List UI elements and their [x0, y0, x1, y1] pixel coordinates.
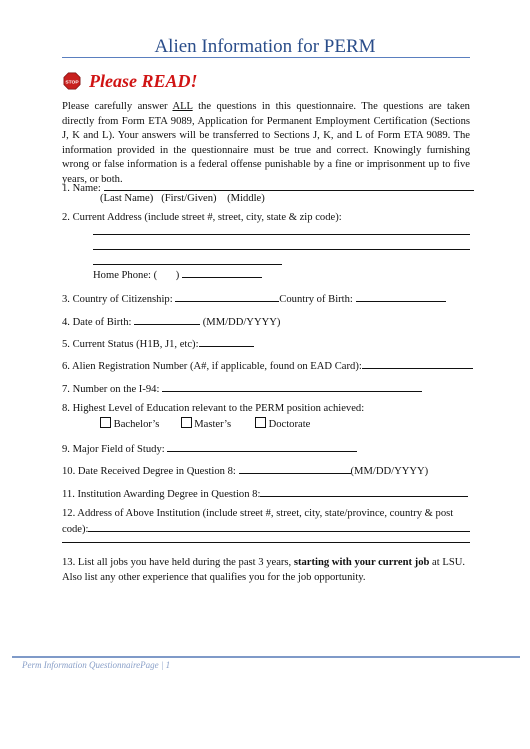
q8-doctorate-label: Doctorate: [268, 419, 311, 430]
q8-masters-checkbox[interactable]: [181, 417, 192, 428]
q6-label: 6. Alien Registration Number (A#, if applicable, found on EAD Card):: [62, 361, 362, 372]
q6-alien-number: [62, 357, 473, 372]
q1-name-field[interactable]: [104, 179, 474, 191]
q7-i94: [62, 380, 422, 395]
q13-text-rest: at LSU. Also list any other experience that qualifies you for the job opportunity.: [62, 557, 466, 583]
q12-address-line-2[interactable]: [62, 542, 470, 543]
q13-text-start: 13. List all jobs you have held during the past 3 years,: [62, 557, 294, 568]
page-footer: Perm Information QuestionnairePage | 1: [22, 660, 171, 670]
intro-emphasis: ALL: [172, 101, 193, 112]
q1-first-name-label: (First/Given): [161, 193, 217, 204]
q10-date-field[interactable]: [239, 462, 351, 474]
q12-label: 12. Address of Above Institution (include street #, street, city, state/province, country & post: [62, 508, 454, 519]
q5-status: [62, 335, 254, 350]
q1-sublabels: [100, 193, 265, 204]
q3-birth-country-field[interactable]: [356, 290, 446, 302]
q4-dob-field[interactable]: [134, 313, 200, 325]
q2-address-line-3[interactable]: [93, 264, 282, 265]
q3-birth-label: Country of Birth:: [279, 294, 353, 305]
q2-phone-field[interactable]: [182, 266, 262, 278]
q10-label: 10. Date Received Degree in Question 8:: [62, 466, 236, 477]
q8-bachelors-checkbox[interactable]: [100, 417, 111, 428]
q5-status-field[interactable]: [199, 335, 254, 347]
q8-doctorate-checkbox[interactable]: [255, 417, 266, 428]
q11-institution-field[interactable]: [260, 485, 468, 497]
page-title: Alien Information for PERM: [154, 36, 376, 57]
q1-middle-name-label: (Middle): [227, 193, 265, 204]
please-read-notice: Please READ!: [89, 71, 198, 91]
q9-label: 9. Major Field of Study:: [62, 444, 165, 455]
svg-text:STOP: STOP: [65, 80, 79, 86]
q12-label-cont: code):: [62, 524, 89, 535]
q2-label: 2. Current Address (include street #, street, city, state & zip code):: [62, 212, 342, 223]
q8-masters-label: Master’s: [194, 419, 232, 430]
q12-address-field-1[interactable]: [88, 520, 470, 532]
q4-dob: [62, 313, 280, 328]
q8-options: [100, 417, 310, 430]
intro-paragraph: [62, 100, 470, 188]
q8-bachelors-label: Bachelor’s: [113, 419, 160, 430]
q1-label: 1. Name:: [62, 183, 101, 194]
q3-citizenship-field[interactable]: [175, 290, 279, 302]
footer-rule: [12, 656, 520, 658]
q4-label: 4. Date of Birth:: [62, 317, 132, 328]
q12-address: [62, 520, 470, 535]
q2-phone-label: Home Phone: (: [93, 270, 158, 281]
title-underline: [62, 57, 470, 58]
q2-phone-paren: ): [175, 270, 180, 281]
q6-alien-number-field[interactable]: [362, 357, 473, 369]
q1-name: [62, 179, 474, 194]
q5-label: 5. Current Status (H1B, J1, etc):: [62, 339, 199, 350]
q11-label: 11. Institution Awarding Degree in Question 8:: [62, 489, 261, 500]
q3-label: 3. Country of Citizenship:: [62, 294, 173, 305]
q7-i94-field[interactable]: [162, 380, 422, 392]
q1-last-name-label: (Last Name): [100, 193, 154, 204]
q7-label: 7. Number on the I-94:: [62, 384, 160, 395]
q3-citizenship: [62, 290, 446, 305]
intro-text-start: Please carefully answer: [62, 101, 173, 112]
q2-address-line-1[interactable]: [93, 234, 470, 235]
q13-bold-text: starting with your current job: [293, 557, 430, 568]
q11-institution: [62, 485, 468, 500]
q13-jobs: [62, 556, 470, 585]
q10-format: (MM/DD/YYYY): [350, 466, 429, 477]
q10-degree-date: [62, 462, 428, 477]
q9-major: [62, 440, 357, 455]
q2-home-phone: [93, 266, 262, 281]
stop-sign-icon: [63, 72, 81, 90]
q8-label: 8. Highest Level of Education relevant to the PERM position achieved:: [62, 403, 365, 414]
q9-major-field[interactable]: [167, 440, 357, 452]
q4-format: (MM/DD/YYYY): [202, 317, 281, 328]
intro-text-rest: the questions in this questionnaire. The questions are taken directly from Form ETA 9089, Application for Permanent Employment Certification (Sections J, K and L). Your answers will be transferred to Sections J, K, and L of Form ETA 9089. The information provided in the questionnaire must be true and correct. Knowingly furnishing wrong or false information is a federal offense punishable by a fine or imprisonment up to five years, or both.: [62, 101, 470, 185]
q2-address-line-2[interactable]: [93, 249, 470, 250]
